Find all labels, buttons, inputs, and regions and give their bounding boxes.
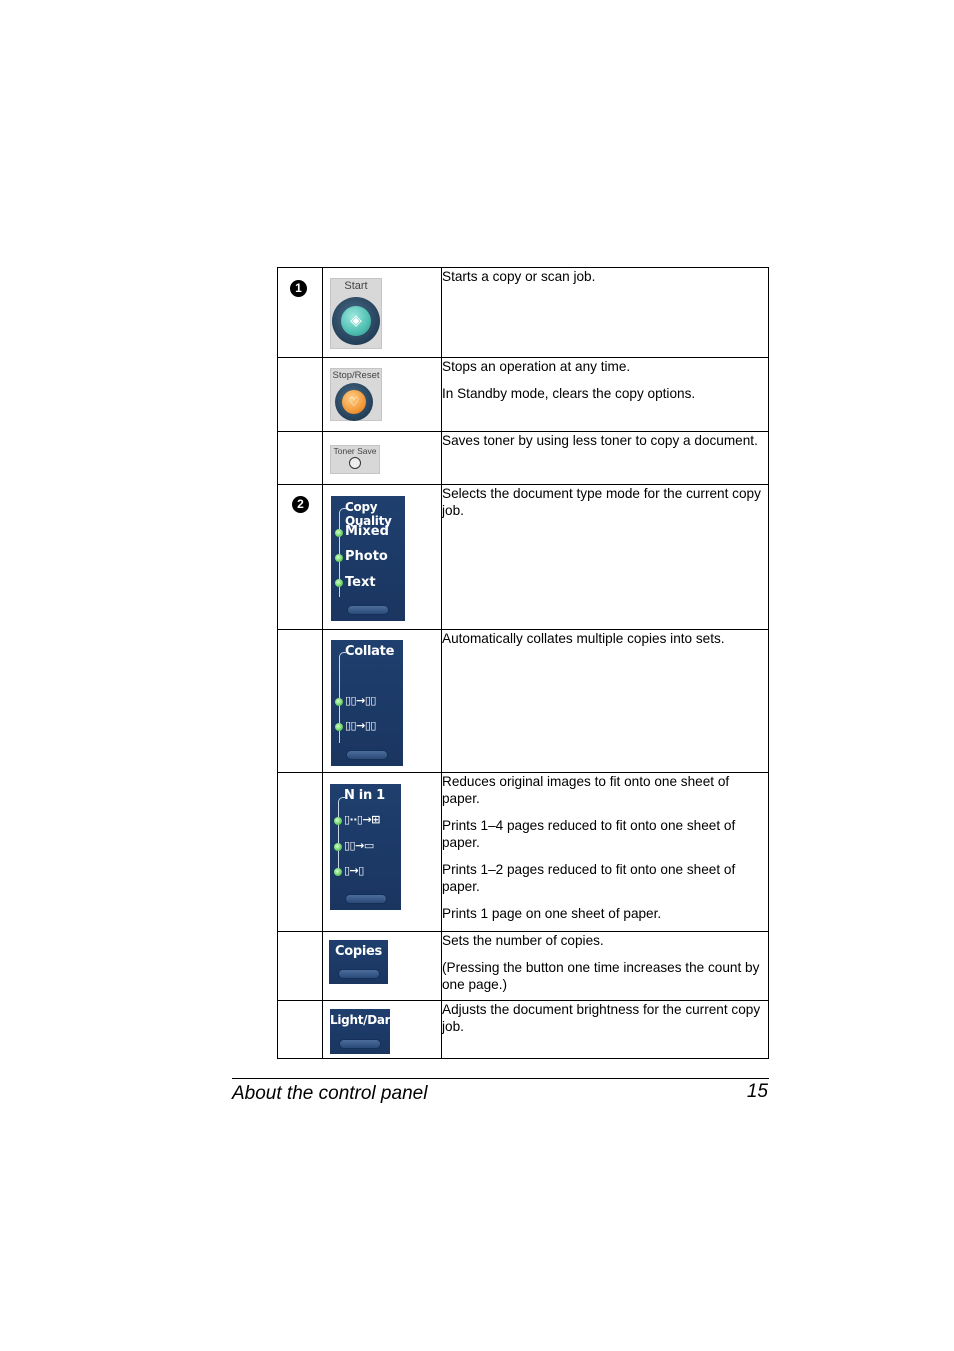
option-text: Text <box>345 575 376 590</box>
toner-save-icon <box>349 457 361 469</box>
control-panel-table <box>277 267 769 1059</box>
description: Starts a copy or scan job. <box>442 269 596 284</box>
copies-button <box>329 940 388 984</box>
description: Reduces original images to fit onto one sheet of paper. <box>442 774 730 806</box>
table-row <box>278 630 769 773</box>
led-indicator-icon <box>334 817 342 825</box>
description: (Pressing the button one time increases the count by one page.) <box>442 960 760 992</box>
start-button <box>330 278 382 349</box>
description: Prints 1–2 pages reduced to fit onto one sheet of paper. <box>442 862 736 894</box>
option-mixed: Mixed <box>345 524 389 539</box>
description: Sets the number of copies. <box>442 933 604 948</box>
led-indicator-icon <box>334 868 342 876</box>
n-in-1-layout-icon: ▯→▯ <box>344 864 364 877</box>
table-row <box>278 432 769 485</box>
page-number: 15 <box>746 1081 768 1102</box>
n-in-1-layout-icon: ▯▯→▭ <box>344 839 374 852</box>
footer-title: About the control panel <box>232 1083 428 1104</box>
led-indicator-icon <box>335 723 343 731</box>
stop-reset-icon: ♡ <box>342 390 366 414</box>
led-indicator-icon <box>334 843 342 851</box>
copy-quality-title: Copy Quality <box>345 500 392 528</box>
description: Prints 1–4 pages reduced to fit onto one sheet of paper. <box>442 818 736 850</box>
table-row <box>278 485 769 630</box>
stop-reset-button <box>330 368 382 421</box>
collate-sets-icon: ▯▯→▯▯ <box>345 719 376 732</box>
n-in-1-title: N in 1 <box>344 788 385 803</box>
table-row <box>278 932 769 1001</box>
description: Automatically collates multiple copies into sets. <box>442 631 725 646</box>
table-row <box>278 358 769 432</box>
light-dark-button <box>330 1009 398 1054</box>
description: Saves toner by using less toner to copy a document. <box>442 433 758 448</box>
panel-key-icon <box>346 895 386 903</box>
description: Selects the document type mode for the current copy job. <box>442 486 761 518</box>
led-indicator-icon <box>335 554 343 562</box>
callout-marker: 2 <box>292 496 309 513</box>
toner-save-button <box>330 445 380 474</box>
description: In Standby mode, clears the copy options. <box>442 386 696 401</box>
option-photo: Photo <box>345 549 388 564</box>
start-diamond-icon: ◈ <box>341 306 371 336</box>
copies-title: Copies <box>335 944 382 959</box>
description: Stops an operation at any time. <box>442 359 631 374</box>
stop-reset-button-label: Stop/Reset <box>332 370 380 381</box>
footer-rule <box>232 1078 769 1079</box>
description: Adjusts the document brightness for the current copy job. <box>442 1002 761 1034</box>
callout-marker: 1 <box>290 280 307 297</box>
collate-title: Collate <box>345 644 395 659</box>
n-in-1-layout-icon: ▯··▯→⊞ <box>344 813 380 826</box>
led-indicator-icon <box>335 579 343 587</box>
table-row <box>278 1001 769 1059</box>
light-dark-title: Light/Dark <box>330 1013 398 1027</box>
description: Prints 1 page on one sheet of paper. <box>442 906 662 921</box>
panel-key-icon <box>347 751 387 759</box>
copy-quality-button <box>331 496 405 621</box>
table-row <box>278 773 769 932</box>
start-button-label: Start <box>344 280 368 292</box>
led-indicator-icon <box>335 698 343 706</box>
led-indicator-icon <box>335 529 343 537</box>
n-in-1-button <box>330 784 401 910</box>
toner-save-button-label: Toner Save <box>333 446 377 456</box>
collate-sets-icon: ▯▯→▯▯ <box>345 694 376 707</box>
panel-key-icon <box>340 1040 380 1048</box>
table-row <box>278 268 769 358</box>
panel-key-icon <box>339 970 379 978</box>
panel-key-icon <box>348 606 388 614</box>
collate-button <box>331 640 403 766</box>
